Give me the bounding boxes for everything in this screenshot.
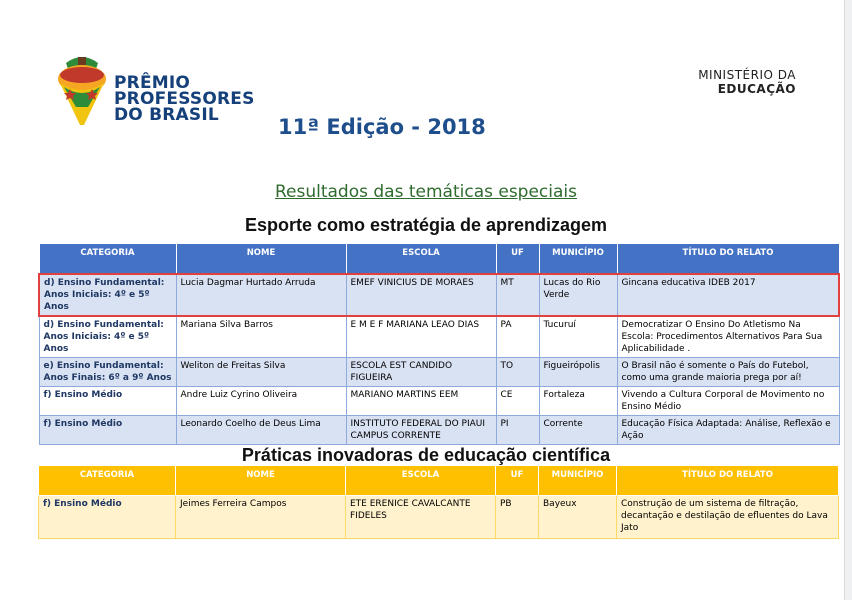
logo-wordmark [114,75,255,123]
edition-title: 11ª Edição - 2018 [278,115,486,139]
col-header-titulo: TÍTULO DO RELATO [617,244,839,275]
cell-categoria: f) Ensino Médio [39,496,176,539]
col-header-municipio: MUNICÍPIO [539,244,617,275]
table-header-row [39,244,839,275]
cell-municipio: Lucas do Rio Verde [539,274,617,316]
cell-titulo: Gincana educativa IDEB 2017 [617,274,839,316]
cell-escola: ESCOLA EST CANDIDO FIGUEIRA [346,358,496,387]
cell-nome: Lucia Dagmar Hurtado Arruda [176,274,346,316]
cell-nome: Leonardo Coelho de Deus Lima [176,416,346,445]
cell-uf: PB [496,496,539,539]
cell-municipio: Figueirópolis [539,358,617,387]
section1-title: Esporte como estratégia de aprendizagem [244,215,608,235]
logo-line-2: PROFESSORES [114,89,255,109]
col-header-categoria: CATEGORIA [39,466,176,496]
table-row [39,387,839,416]
cell-municipio: Corrente [539,416,617,445]
cell-uf: PA [496,316,539,358]
cell-escola: ETE ERENICE CAVALCANTE FIDELES [346,496,496,539]
cell-municipio: Tucuruí [539,316,617,358]
results-table-sport [38,243,840,445]
cell-escola: EMEF VINICIUS DE MORAES [346,274,496,316]
col-header-municipio: MUNICÍPIO [539,466,617,496]
cell-titulo: Construção de um sistema de filtração, decantação e destilação de efluentes do Lava Jato [617,496,839,539]
cell-uf: TO [496,358,539,387]
cell-titulo: Democratizar O Ensino Do Atletismo Na Escola: Procedimentos Alternativos Para Sua Aplicabilidade . [617,316,839,358]
cell-nome: Jeimes Ferreira Campos [176,496,346,539]
premio-logo [52,55,255,130]
cell-categoria: e) Ensino Fundamental: Anos Finais: 6º a 9º Anos [39,358,176,387]
logo-line-1: PRÊMIO [114,73,191,93]
col-header-nome: NOME [176,466,346,496]
cell-escola: E M E F MARIANA LEAO DIAS [346,316,496,358]
cell-escola: INSTITUTO FEDERAL DO PIAUI CAMPUS CORRENTE [346,416,496,445]
cell-titulo: Vivendo a Cultura Corporal de Movimento no Ensino Médio [617,387,839,416]
ministry-line-1: MINISTÉRIO DA [698,68,796,82]
cell-municipio: Bayeux [539,496,617,539]
spinning-top-icon [52,55,112,130]
cell-uf: MT [496,274,539,316]
cell-uf: PI [496,416,539,445]
page-edge [845,0,852,600]
col-header-uf: UF [496,244,539,275]
results-title: Resultados das temáticas especiais [274,182,577,202]
logo-line-3: DO BRASIL [114,105,219,125]
col-header-nome: NOME [176,244,346,275]
ministry-logo [698,68,796,96]
ministry-line-2: EDUCAÇÃO [717,82,796,96]
col-header-escola: ESCOLA [346,466,496,496]
section2-title: Práticas inovadoras de educação científica [241,445,611,465]
col-header-uf: UF [496,466,539,496]
cell-uf: CE [496,387,539,416]
cell-categoria: d) Ensino Fundamental: Anos Iniciais: 4º e 5º Anos [39,274,176,316]
table-row [39,274,839,316]
col-header-escola: ESCOLA [346,244,496,275]
table-row [39,496,839,539]
cell-categoria: f) Ensino Médio [39,416,176,445]
results-table-science [38,465,839,539]
cell-titulo: Educação Física Adaptada: Análise, Reflexão e Ação [617,416,839,445]
cell-nome: Weliton de Freitas Silva [176,358,346,387]
table-row [39,358,839,387]
table-row [39,316,839,358]
table-row [39,416,839,445]
table-header-row [39,466,839,496]
cell-categoria: d) Ensino Fundamental: Anos Iniciais: 4º e 5º Anos [39,316,176,358]
col-header-titulo: TÍTULO DO RELATO [617,466,839,496]
cell-municipio: Fortaleza [539,387,617,416]
cell-escola: MARIANO MARTINS EEM [346,387,496,416]
cell-categoria: f) Ensino Médio [39,387,176,416]
cell-titulo: O Brasil não é somente o País do Futebol, como uma grande maioria prega por aí! [617,358,839,387]
col-header-categoria: CATEGORIA [39,244,176,275]
cell-nome: Andre Luiz Cyrino Oliveira [176,387,346,416]
cell-nome: Mariana Silva Barros [176,316,346,358]
